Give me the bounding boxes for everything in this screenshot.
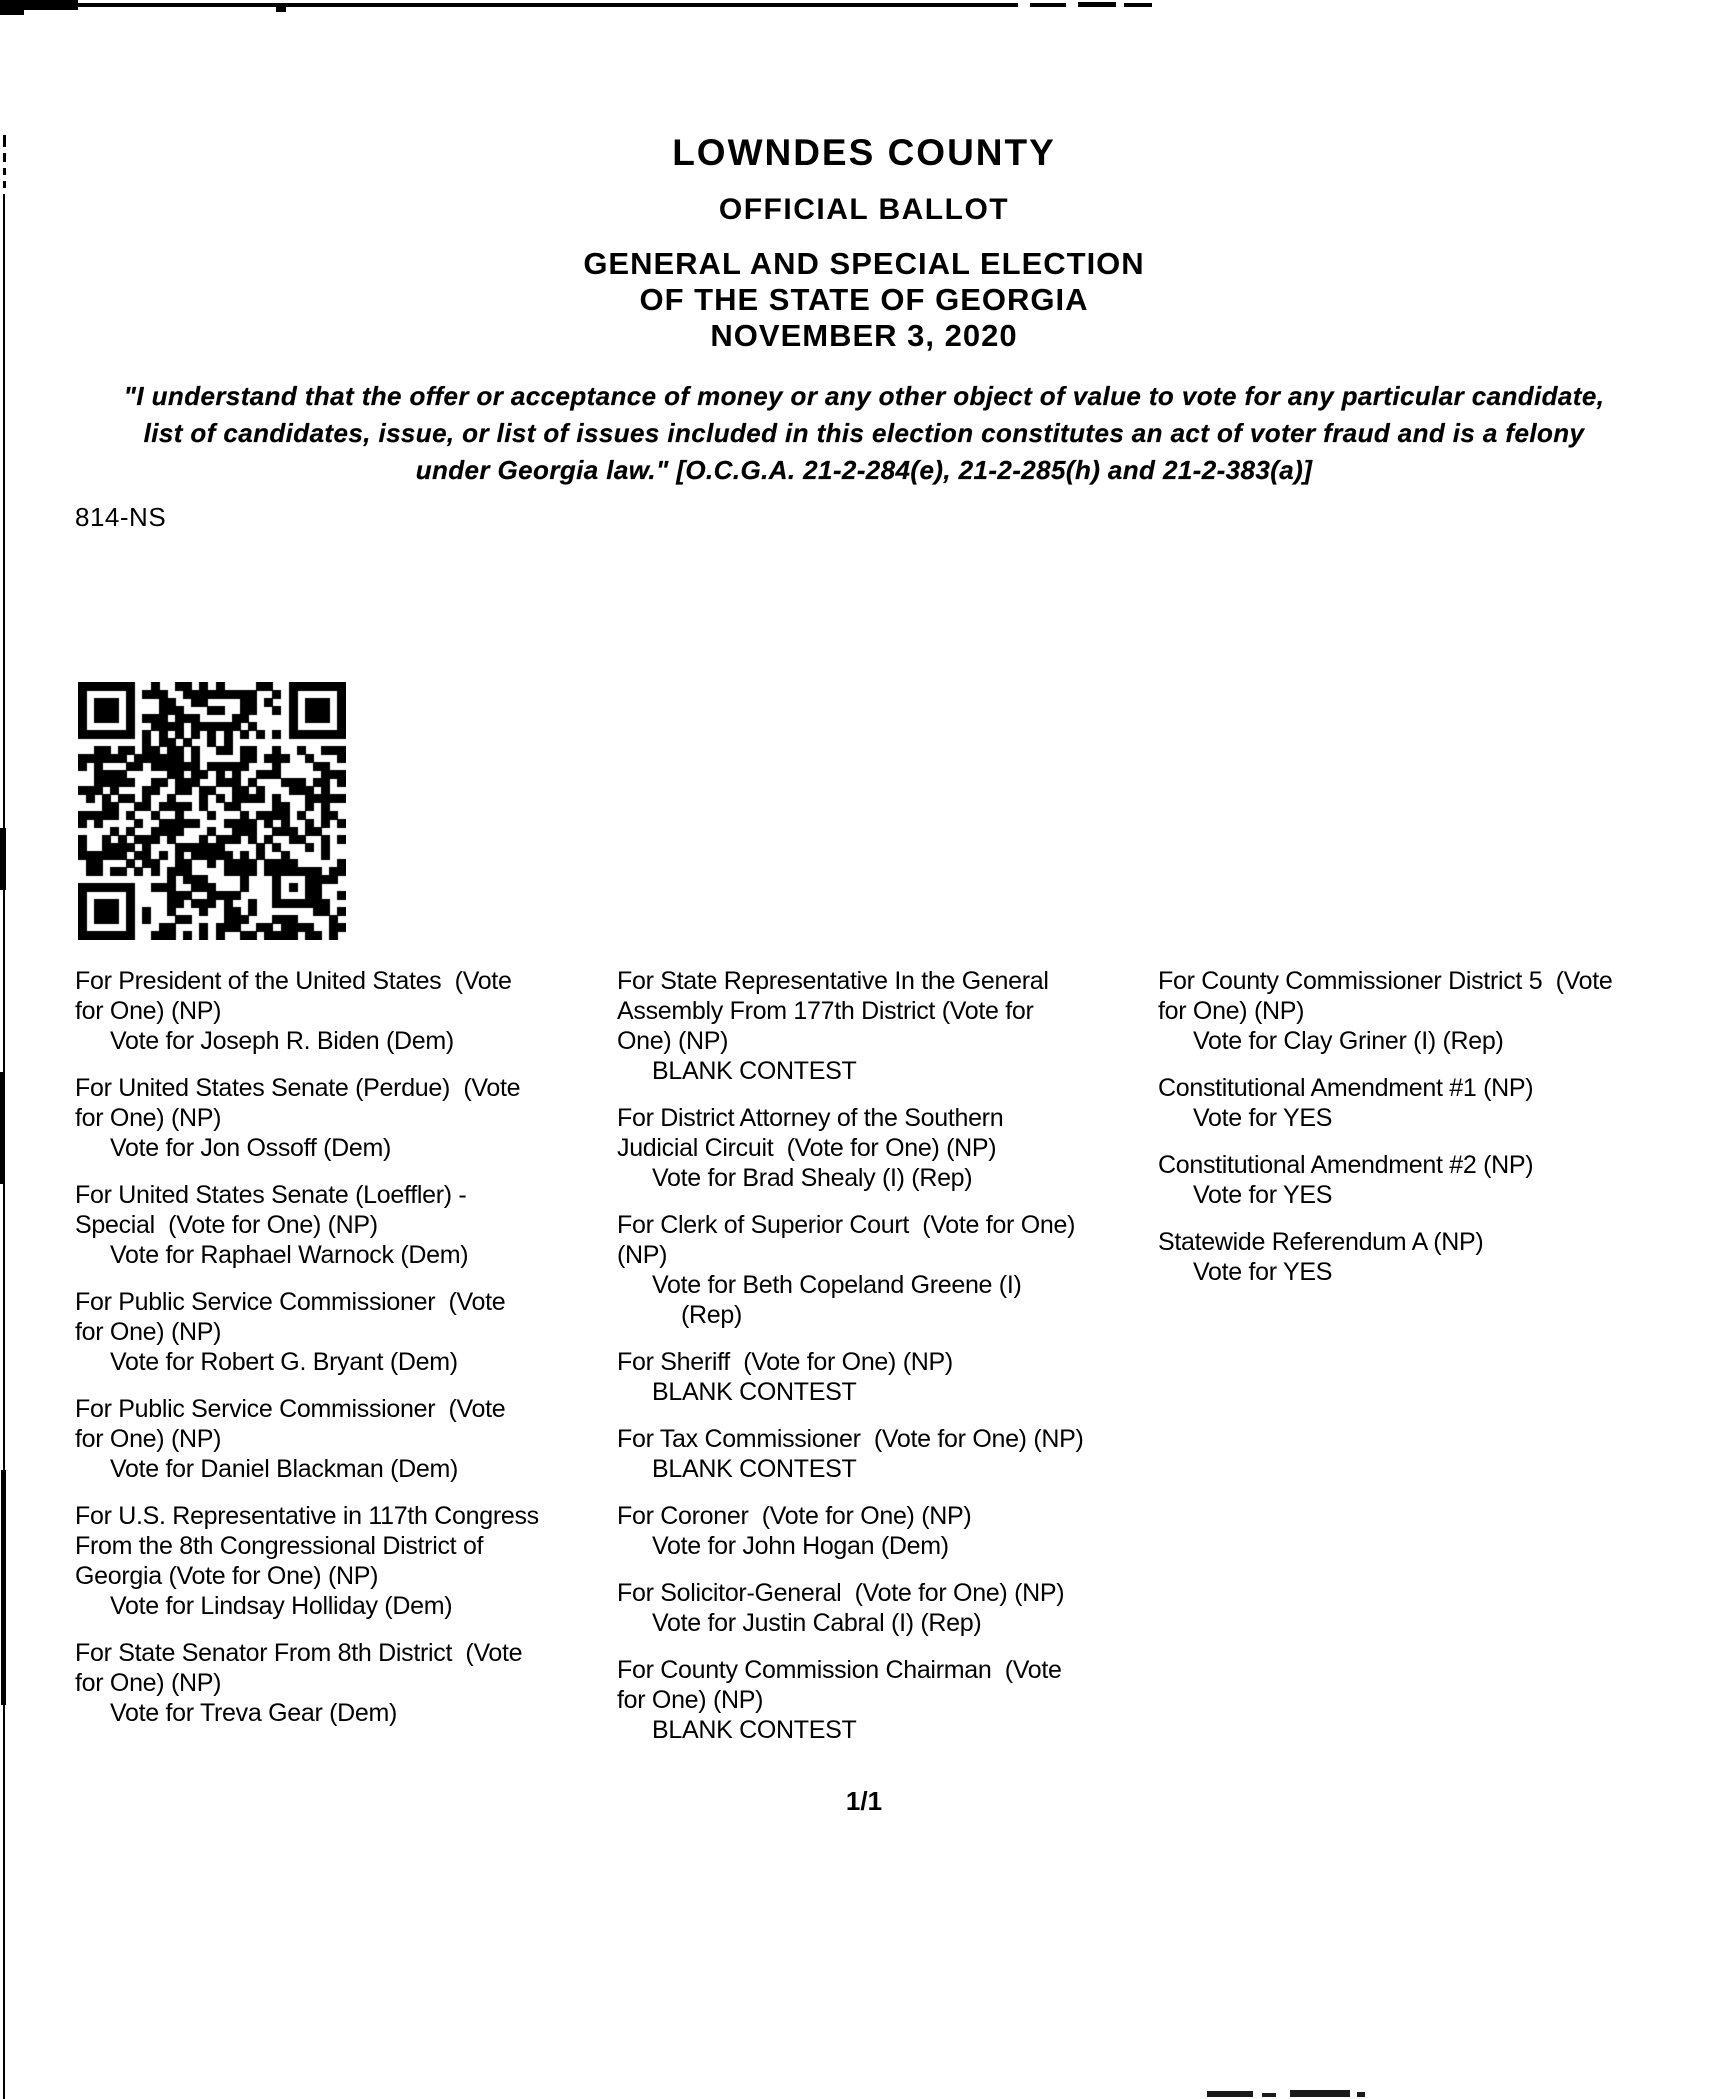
contest-selection-line: Vote for Lindsay Holliday (Dem) bbox=[110, 1592, 453, 1620]
contest-selection-line: Vote for Raphael Warnock (Dem) bbox=[110, 1241, 469, 1269]
contest-title-line: For Solicitor-General (Vote for One) (NP) bbox=[617, 1579, 1065, 1607]
contest-title-line: For United States Senate (Perdue) (Vote bbox=[75, 1074, 521, 1102]
contest-title-line: Statewide Referendum A (NP) bbox=[1158, 1228, 1484, 1256]
disclaimer-line: list of candidates, issue, or list of issues included in this election constitutes an act of voter fraud and is a felony bbox=[143, 418, 1585, 448]
contest-title-line: For State Representative In the General bbox=[617, 967, 1049, 995]
disclaimer-line: "I understand that the offer or acceptance of money or any other object of value to vote for any particular candidate, bbox=[123, 381, 1605, 411]
contest-block bbox=[75, 1180, 539, 1270]
contest-selection-line: Vote for Joseph R. Biden (Dem) bbox=[110, 1027, 454, 1055]
contest-block bbox=[617, 1578, 1084, 1638]
contest-block bbox=[75, 1287, 539, 1377]
scan-artifact-left-dash bbox=[3, 181, 6, 188]
election-date: NOVEMBER 3, 2020 bbox=[710, 318, 1018, 353]
contest-block bbox=[617, 1103, 1084, 1193]
contest-title-line: Judicial Circuit (Vote for One) (NP) bbox=[617, 1134, 997, 1162]
contest-title-line: For United States Senate (Loeffler) - bbox=[75, 1181, 467, 1209]
contest-title-line: for One) (NP) bbox=[1158, 997, 1305, 1025]
scan-artifact-top-line bbox=[1030, 3, 1066, 7]
contest-block bbox=[617, 1501, 1084, 1561]
contest-title-line: For U.S. Representative in 117th Congress bbox=[75, 1502, 539, 1530]
contest-selection-line: Vote for Beth Copeland Greene (I) bbox=[652, 1271, 1022, 1299]
contest-block bbox=[1158, 1150, 1613, 1210]
scan-artifact-top-line bbox=[78, 3, 1018, 7]
contest-block bbox=[75, 1638, 539, 1728]
contest-title-line: for One) (NP) bbox=[617, 1686, 764, 1714]
ballot-qr-code bbox=[78, 682, 346, 940]
contest-title-line: Constitutional Amendment #2 (NP) bbox=[1158, 1151, 1534, 1179]
scan-artifact-bottom-fragment bbox=[1357, 2092, 1365, 2097]
contest-block bbox=[617, 1210, 1084, 1330]
contest-block bbox=[1158, 966, 1613, 1056]
contest-title-line: For President of the United States (Vote bbox=[75, 967, 512, 995]
contest-title-line: For Sheriff (Vote for One) (NP) bbox=[617, 1348, 953, 1376]
official-ballot-title: OFFICIAL BALLOT bbox=[718, 193, 1010, 226]
contest-selection-line: (Rep) bbox=[681, 1301, 743, 1329]
contest-title-line: for One) (NP) bbox=[75, 997, 222, 1025]
contest-selection-line: Vote for Treva Gear (Dem) bbox=[110, 1699, 398, 1727]
contest-block bbox=[75, 1394, 539, 1484]
scan-artifact-left-bulge bbox=[0, 828, 6, 890]
contest-title-line: For Coroner (Vote for One) (NP) bbox=[617, 1502, 972, 1530]
contest-block bbox=[1158, 1073, 1613, 1133]
contest-title-line: For Public Service Commissioner (Vote bbox=[75, 1395, 506, 1423]
contest-title-line: Assembly From 177th District (Vote for bbox=[617, 997, 1034, 1025]
contest-title-line: For Clerk of Superior Court (Vote for One) bbox=[617, 1211, 1076, 1239]
contest-title-line: Special (Vote for One) (NP) bbox=[75, 1211, 378, 1239]
contest-selection-line: Vote for John Hogan (Dem) bbox=[652, 1532, 949, 1560]
contest-selection-line: Vote for Daniel Blackman (Dem) bbox=[110, 1455, 459, 1483]
election-title bbox=[0, 246, 1728, 354]
contest-block bbox=[617, 1655, 1084, 1745]
contest-title-line: Constitutional Amendment #1 (NP) bbox=[1158, 1074, 1534, 1102]
contest-block bbox=[1158, 1227, 1613, 1287]
page-number: 1/1 bbox=[845, 1786, 883, 1816]
contest-selection-line: BLANK CONTEST bbox=[652, 1455, 857, 1483]
contest-selection-line: Vote for Clay Griner (I) (Rep) bbox=[1193, 1027, 1504, 1055]
contest-selection-line: Vote for Jon Ossoff (Dem) bbox=[110, 1134, 392, 1162]
scan-artifact-top-line bbox=[1124, 3, 1152, 7]
scan-artifact-bottom-fragment bbox=[1207, 2091, 1253, 2097]
contest-block bbox=[617, 1347, 1084, 1407]
ballot-style-number: 814-NS bbox=[75, 502, 167, 532]
ballot-column-2 bbox=[617, 966, 1084, 1762]
scan-artifact-top-line bbox=[1078, 2, 1116, 7]
contest-selection-line: Vote for Robert G. Bryant (Dem) bbox=[110, 1348, 458, 1376]
contest-selection-line: Vote for Justin Cabral (I) (Rep) bbox=[652, 1609, 982, 1637]
ballot-column-3 bbox=[1158, 966, 1613, 1304]
contest-selection-line: Vote for Brad Shealy (I) (Rep) bbox=[652, 1164, 973, 1192]
contest-selection-line: Vote for YES bbox=[1193, 1181, 1333, 1209]
contest-title-line: For Public Service Commissioner (Vote bbox=[75, 1288, 506, 1316]
contest-title-line: for One) (NP) bbox=[75, 1425, 222, 1453]
contest-block bbox=[75, 1073, 539, 1163]
contest-title-line: For County Commission Chairman (Vote bbox=[617, 1656, 1062, 1684]
county-title: LOWNDES COUNTY bbox=[672, 132, 1056, 173]
ballot-column-1 bbox=[75, 966, 539, 1745]
contest-selection-line: BLANK CONTEST bbox=[652, 1378, 857, 1406]
contest-title-line: Georgia (Vote for One) (NP) bbox=[75, 1562, 379, 1590]
contest-title-line: for One) (NP) bbox=[75, 1318, 222, 1346]
scan-artifact-left-bulge bbox=[0, 1072, 5, 1184]
scan-artifact-bottom-fragment bbox=[1262, 2093, 1276, 2097]
contest-block bbox=[617, 966, 1084, 1086]
contest-title-line: For Tax Commissioner (Vote for One) (NP) bbox=[617, 1425, 1084, 1453]
contest-title-line: for One) (NP) bbox=[75, 1104, 222, 1132]
disclaimer-line: under Georgia law." [O.C.G.A. 21-2-284(e), 21-2-285(h) and 21-2-383(a)] bbox=[415, 455, 1313, 485]
election-title-line: GENERAL AND SPECIAL ELECTION bbox=[583, 246, 1145, 281]
contest-selection-line: BLANK CONTEST bbox=[652, 1057, 857, 1085]
contest-block bbox=[617, 1424, 1084, 1484]
election-title-line: OF THE STATE OF GEORGIA bbox=[639, 282, 1089, 317]
scan-artifact-left-bulge bbox=[1, 1470, 6, 1705]
contest-title-line: For State Senator From 8th District (Vote bbox=[75, 1639, 523, 1667]
contest-title-line: From the 8th Congressional District of bbox=[75, 1532, 484, 1560]
scan-artifact-top-bar bbox=[0, 0, 78, 10]
contest-title-line: For County Commissioner District 5 (Vote bbox=[1158, 967, 1613, 995]
contest-title-line: For District Attorney of the Southern bbox=[617, 1104, 1004, 1132]
voter-fraud-disclaimer bbox=[0, 378, 1728, 489]
contest-selection-line: BLANK CONTEST bbox=[652, 1716, 857, 1744]
scan-artifact-bottom-fragment bbox=[1290, 2090, 1350, 2097]
contest-block bbox=[75, 966, 539, 1056]
contest-title-line: for One) (NP) bbox=[75, 1669, 222, 1697]
scan-artifact-tick bbox=[276, 7, 286, 12]
contest-selection-line: Vote for YES bbox=[1193, 1104, 1333, 1132]
contest-block bbox=[75, 1501, 539, 1621]
contest-selection-line: Vote for YES bbox=[1193, 1258, 1333, 1286]
contest-title-line: (NP) bbox=[617, 1241, 668, 1269]
contest-title-line: One) (NP) bbox=[617, 1027, 729, 1055]
